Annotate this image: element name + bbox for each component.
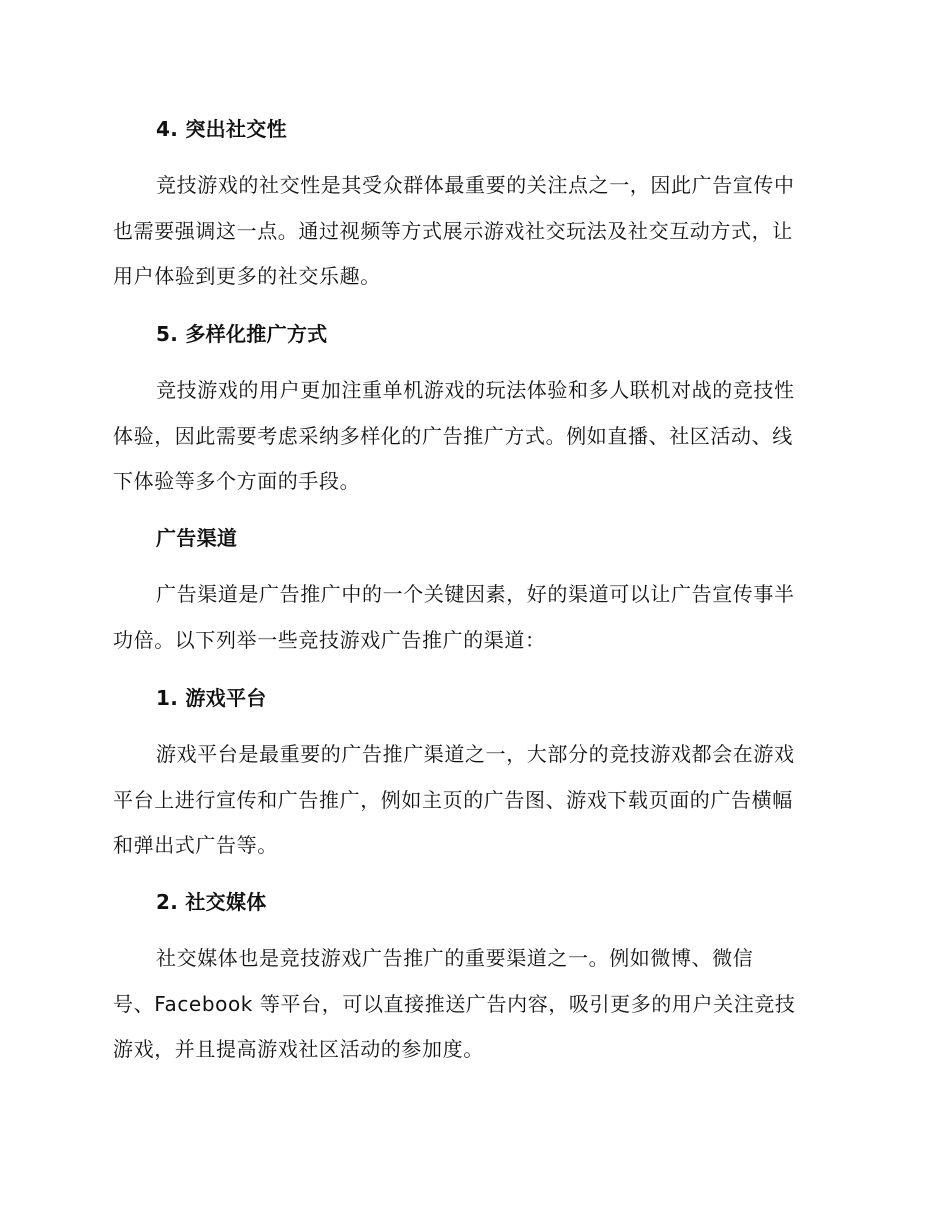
paragraph-highlight-social: [113, 163, 833, 300]
paragraph-line: 广告渠道是广告推广中的一个关键因素，好的渠道可以让广告宣传事半: [156, 582, 795, 606]
section-heading-social-media: 2. 社交媒体: [156, 890, 267, 914]
section-heading-game-platform: 1. 游戏平台: [156, 686, 267, 710]
paragraph-line: 和弹出式广告等。: [113, 833, 278, 857]
paragraph-line: 游戏，并且提高游戏社区活动的参加度。: [113, 1037, 484, 1061]
paragraph-line: 下体验等多个方面的手段。: [113, 469, 361, 493]
paragraph-line: 游戏平台是最重要的广告推广渠道之一，大部分的竞技游戏都会在游戏: [156, 742, 795, 766]
paragraph-line: 体验，因此需要考虑采纳多样化的广告推广方式。例如直播、社区活动、线: [113, 423, 793, 448]
paragraph-line: 功倍。以下列举一些竞技游戏广告推广的渠道：: [113, 627, 546, 652]
paragraph-line: 号、Facebook 等平台，可以直接推送广告内容，吸引更多的用户关注竞技: [113, 991, 796, 1016]
section-heading-highlight-social: 4. 突出社交性: [156, 117, 287, 141]
paragraph-line: 社交媒体也是竞技游戏广告推广的重要渠道之一。例如微博、微信: [156, 946, 754, 970]
paragraph-line: 竞技游戏的用户更加注重单机游戏的玩法体验和多人联机对战的竞技性: [156, 378, 795, 402]
paragraph-line: 平台上进行宣传和广告推广，例如主页的广告图、游戏下载页面的广告横幅: [113, 787, 793, 812]
section-heading-ad-channels: 广告渠道: [156, 526, 238, 550]
paragraph-game-platform: [113, 732, 833, 869]
paragraph-line: 用户体验到更多的社交乐趣。: [113, 264, 381, 288]
paragraph-ad-channels: [113, 572, 833, 663]
paragraph-line: 也需要强调这一点。通过视频等方式展示游戏社交玩法及社交互动方式，让: [113, 218, 793, 243]
paragraph-social-media: [113, 936, 833, 1073]
paragraph-line: 竞技游戏的社交性是其受众群体最重要的关注点之一，因此广告宣传中: [156, 173, 795, 197]
paragraph-diverse-promotion: [113, 368, 833, 505]
section-heading-diverse-promotion: 5. 多样化推广方式: [156, 322, 328, 346]
